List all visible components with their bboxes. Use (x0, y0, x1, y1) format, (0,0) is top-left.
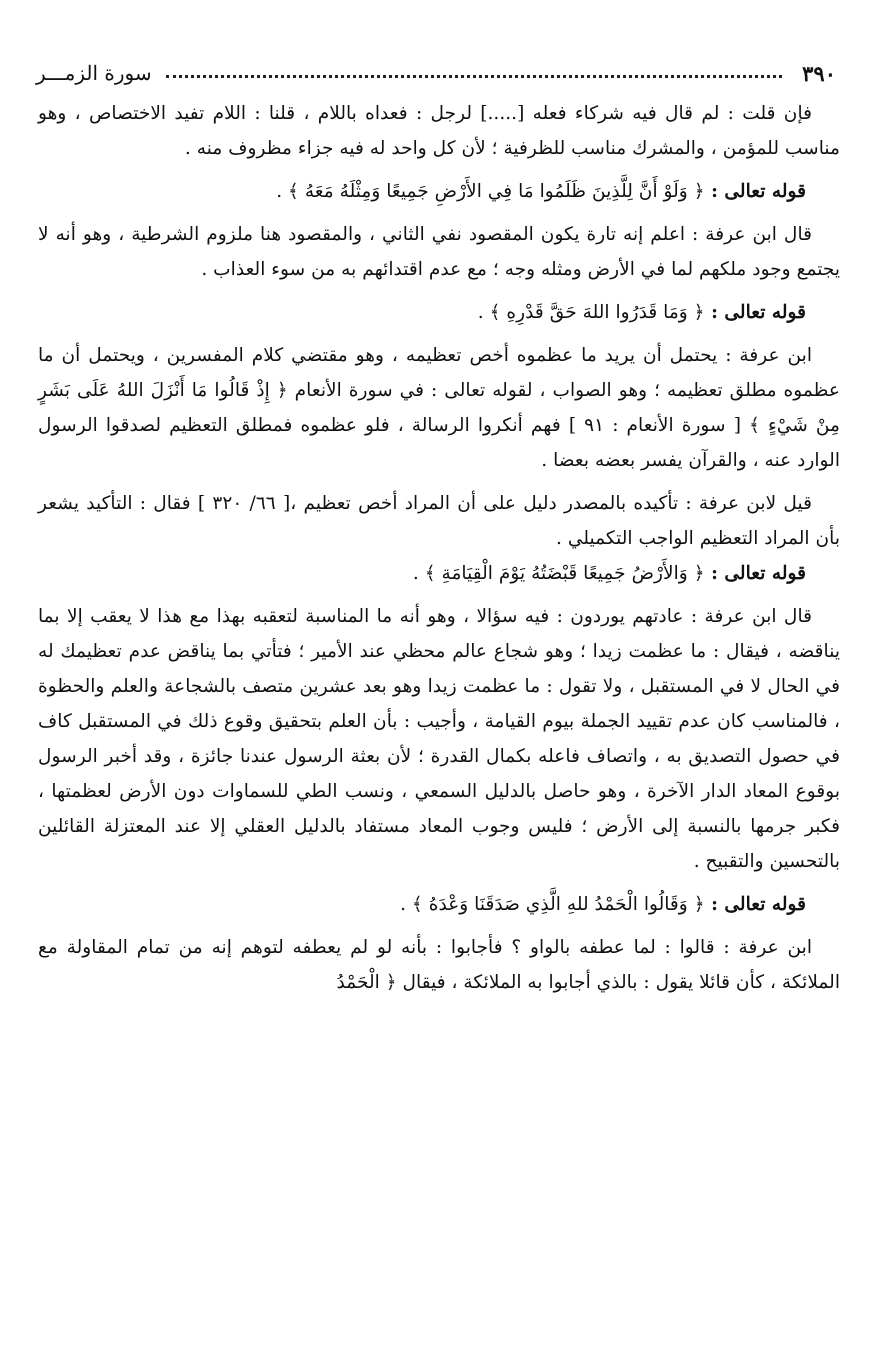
verse-heading (38, 174, 840, 209)
quran-verse: ﴿ وَمَا قَدَرُوا اللهَ حَقَّ قَدْرِهِ ﴾ (489, 302, 705, 323)
verse-intro: قوله تعالى : (711, 181, 806, 202)
paragraph (38, 486, 840, 556)
paragraph-text: فقال : التأكيد يشعر بأن المراد التعظيم الواجب التكميلي . (38, 493, 840, 549)
quran-verse: ﴿ وَلَوْ أَنَّ لِلَّذِينَ ظَلَمُوا مَا فِي الأَرْضِ جَمِيعًا وَمِثْلَهُ مَعَهُ ﴾ (288, 181, 705, 202)
verse-intro: قوله تعالى : (711, 563, 806, 584)
quran-verse: ﴿ إِذْ قَالُوا مَا أَنْزَلَ اللهُ عَلَى بَشَرٍ مِنْ شَيْءٍ ﴾ (38, 380, 840, 436)
running-title: سورة الزمـــر (36, 61, 152, 85)
paragraph (38, 338, 840, 478)
verse-end: . (276, 181, 289, 202)
verse-heading (38, 556, 840, 591)
verse-heading (38, 887, 840, 922)
verse-end: . (400, 894, 412, 915)
paragraph (38, 930, 840, 1000)
page-body (38, 96, 840, 1000)
quran-verse: ﴿ وَالأَرْضُ جَمِيعًا قَبْضَتُهُ يَوْمَ الْقِيَامَةِ ﴾ (424, 563, 705, 584)
paragraph-text: فهم أنكروا الرسالة ، فلو عظموه فمطلق التعظيم لصدقوا الرسول الوارد عنه ، والقرآن يفسر بعضه بعضا . (38, 415, 840, 471)
quran-verse: ﴿ وَقَالُوا الْحَمْدُ للهِ الَّذِي صَدَقَنَا وَعْدَهُ ﴾ (411, 894, 705, 915)
page-number: ٣٩٠ (802, 60, 836, 86)
surah-reference: [ سورة الأنعام : ٩١ ] (560, 415, 750, 436)
paragraph: قال ابن عرفة : اعلم إنه تارة يكون المقصود نفي الثاني ، والمقصود هنا ملزوم الشرطية ، وهو أنه لا يجتمع وجود ملكهم لما في الأرض ومثله وجه ؛ مع عدم اقتدائهم به من سوء العذاب . (38, 224, 840, 280)
header-dotted-rule (166, 75, 783, 78)
volume-page-reference: [ ٦٦/ ٣٢٠ ] (197, 493, 291, 514)
verse-end: . (477, 302, 490, 323)
verse-heading (38, 295, 840, 330)
quran-verse: ﴿ الْحَمْدُ (336, 972, 397, 993)
verse-end: . (412, 563, 425, 584)
paragraph-text: ابن عرفة : قالوا : لما عطفه بالواو ؟ فأجابوا : بأنه لو لم يعطفه لتوهم إنه من تمام المقاولة مع الملائكة ، كأن قائلا يقول : بالذي أجابوا به الملائكة ، فيقال (38, 937, 840, 993)
paragraph-text: قيل لابن عرفة : تأكيده بالمصدر دليل على أن المراد أخص تعظيم ، (290, 493, 812, 514)
verse-intro: قوله تعالى : (711, 302, 806, 323)
paragraph: قال ابن عرفة : عادتهم يوردون : فيه سؤالا ، وهو أنه ما المناسبة لتعقبه بهذا مع هذا لا يعقب إلا بما يناقضه ، فيقال : ما عظمت زيدا ؛ وهو شجاع عالم محظي عند الأمير ؛ فتأتي بما يناقض عدم تعظيمك له في الحال لا في المستقبل ، ولا تقول : ما عظمت زيدا وهو بعد عشرين متصف بالشجاعة والعلم والحظوة ، فالمناسب كان عدم تقييد الجملة بيوم القيامة ، وأجيب : بأن العلم بتحقيق وقوع ذلك في المستقبل كاف في حصول التصديق به ، واتصاف فاعله بكمال القدرة ؛ لأن بعثة الرسول عندنا جائزة ، وقد أخبر الرسول بوقوع المعاد الدار الآخرة ، وهو حاصل بالدليل السمعي ، ونسب الطي للسماوات دون الأرض لعظمتها ، فكبر جرمها بالنسبة إلى الأرض ؛ فليس وجوب المعاد مستفاد بالدليل العقلي إلا عند المعتزلة القائلين بالتحسين والتقبيح . (38, 606, 840, 872)
verse-intro: قوله تعالى : (711, 894, 806, 915)
paragraph: فإن قلت : لم قال فيه شركاء فعله [.....] لرجل : فعداه باللام ، قلنا : اللام تفيد الاختصاص ، وهو مناسب للمؤمن ، والمشرك مناسب للظرفية ؛ لأن كل واحد له فيه جزاء مظروف منه . (38, 103, 840, 159)
page-header (36, 56, 836, 90)
paragraph-text: ابن عرفة : يحتمل أن يريد ما عظموه أخص تعظيمه ، وهو مقتضي كلام المفسرين ، ويحتمل أن ما عظموه مطلق تعظيمه ؛ وهو الصواب ، لقوله تعالى : في سورة الأنعام (38, 345, 840, 401)
